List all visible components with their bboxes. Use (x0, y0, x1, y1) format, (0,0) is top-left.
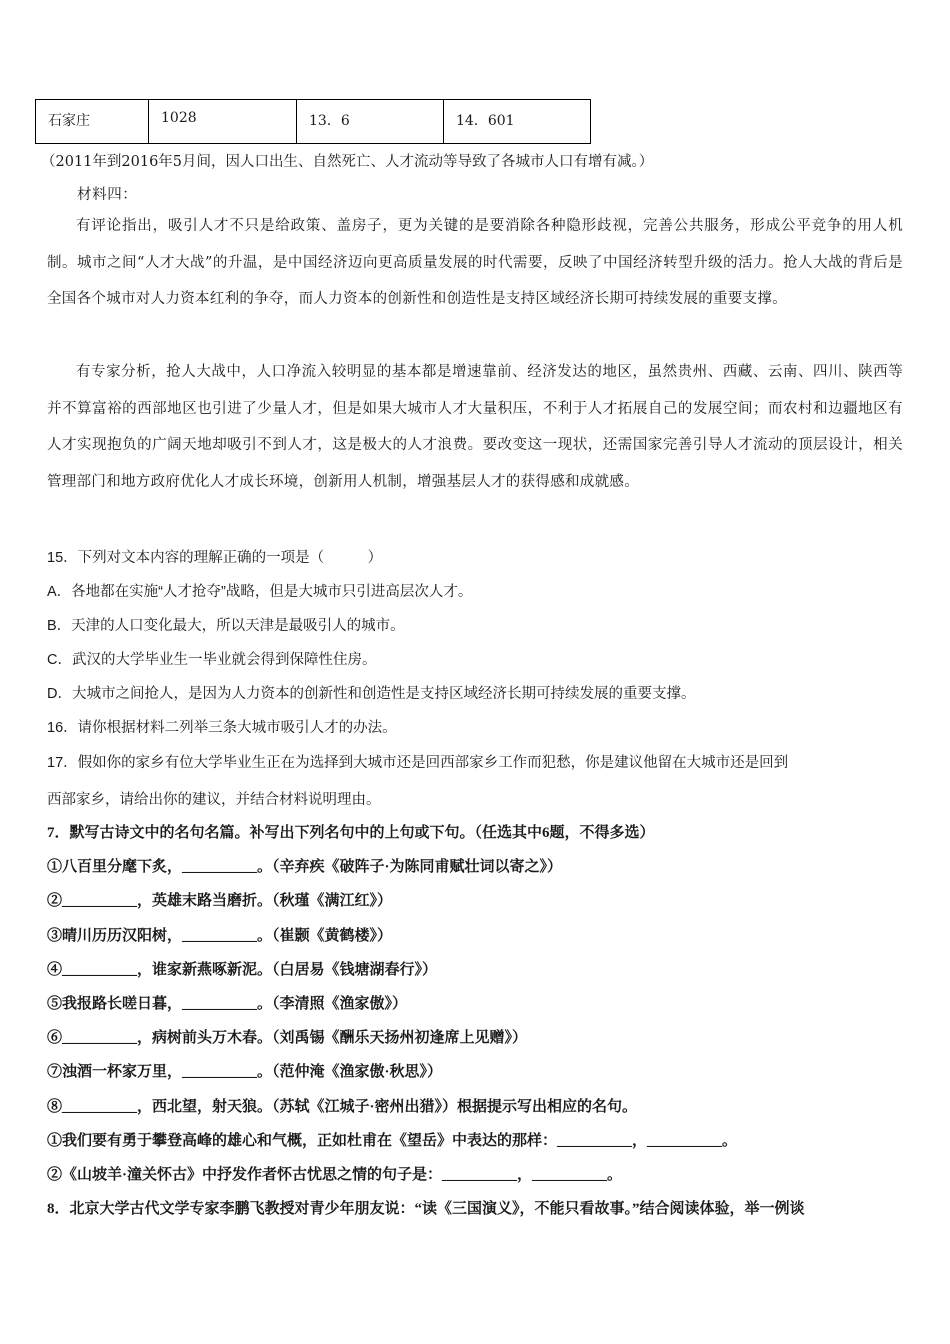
question-15-option-a: A．各地都在实施“人才抢夺”战略，但是大城市只引进高层次人才。 (47, 584, 473, 600)
material-paragraph: 有专家分析，抢人大战中，人口净流入较明显的基本都是增速靠前、经济发达的地区，虽然贵州、西藏、云南、四川、陕西等并不算富裕的西部地区也引进了少量人才，但是如果大城市人才大量积压，不利于人才拓展自己的发展空间；而农村和边疆地区有人才实现抱负的广阔天地却吸引不到人才，这是极大的人才浪费。要改变这一现状，还需国家完善引导人才流动的顶层设计，相关管理部门和地方政府优化人才成长环境，创新用人机制，增强基层人才的获得感和成就感。 (47, 364, 903, 490)
poem-blank-item: ②《山坡羊·潼关怀古》中抒发作者怀古忧思之情的句子是：__________，__________。 (47, 1167, 623, 1183)
material-heading: 材料四： (77, 187, 138, 203)
poem-blank-item: ⑧__________，西北望，射天狼。（苏轼《江城子·密州出猎》）根据提示写出相应的名句。 (47, 1099, 638, 1115)
table-cell-city: 石家庄 (36, 100, 149, 144)
poem-blank-item: ⑥__________，病树前头万木春。（刘禹锡《酬乐天扬州初逢席上见赠》） (47, 1030, 528, 1046)
table-row (36, 100, 591, 144)
table-cell-value: 14．601 (444, 100, 591, 144)
question-15-stem: 15．下列对文本内容的理解正确的一项是（ ） (47, 550, 383, 566)
material-paragraph: 有评论指出，吸引人才不只是给政策、盖房子，更为关键的是要消除各种隐形歧视，完善公共服务，形成公平竞争的用人机制。城市之间“人才大战”的升温，是中国经济迈向更高质量发展的时代需要，反映了中国经济转型升级的活力。抢人大战的背后是全国各个城市对人力资本红利的争夺，而人力资本的创新性和创造性是支持区域经济长期可持续发展的重要支撑。 (47, 218, 903, 307)
poem-blank-item: ②__________，英雄末路当磨折。（秋瑾《满江红》） (47, 893, 393, 909)
table-cell-value: 13．6 (297, 100, 444, 144)
poem-blank-item: ⑦浊酒一杯家万里，__________。（范仲淹《渔家傲·秋思》） (47, 1064, 443, 1080)
table-note: （2011年到2016年5月间，因人口出生、自然死亡、人才流动等导致了各城市人口有增有减。） (41, 154, 654, 170)
question-17-line: 17．假如你的家乡有位大学毕业生正在为选择到大城市还是回西部家乡工作而犯愁，你是建议他留在大城市还是回到 (47, 755, 789, 771)
question-7-stem: 7．默写古诗文中的名句名篇。补写出下列名句中的上句或下句。（任选其中6题，不得多选） (47, 825, 655, 841)
population-table (35, 99, 591, 144)
poem-blank-item: ①八百里分麾下炙，__________。（辛弃疾《破阵子·为陈同甫赋壮词以寄之》） (47, 859, 563, 875)
poem-blank-item: ④__________，谁家新燕啄新泥。（白居易《钱塘湖春行》） (47, 962, 438, 978)
poem-blank-item: ①我们要有勇于攀登高峰的雄心和气概，正如杜甫在《望岳》中表达的那样：__________，__________。 (47, 1133, 738, 1149)
table-cell-value: 1028 (149, 100, 297, 144)
poem-blank-item: ③晴川历历汉阳树，__________。（崔颢《黄鹤楼》） (47, 928, 393, 944)
question-8: 8．北京大学古代文学专家李鹏飞教授对青少年朋友说：“读《三国演义》，不能只看故事。”结合阅读体验，举一例谈 (47, 1201, 805, 1217)
question-16: 16．请你根据材料二列举三条大城市吸引人才的办法。 (47, 720, 397, 736)
question-15-option-c: C．武汉的大学毕业生一毕业就会得到保障性住房。 (47, 652, 377, 668)
poem-blank-item: ⑤我报路长嗟日暮，__________。（李清照《渔家傲》） (47, 996, 408, 1012)
question-15-option-b: B．天津的人口变化最大，所以天津是最吸引人的城市。 (47, 618, 405, 634)
question-17-line: 西部家乡，请给出你的建议，并结合材料说明理由。 (47, 792, 381, 808)
question-15-option-d: D．大城市之间抢人，是因为人力资本的创新性和创造性是支持区域经济长期可持续发展的重要支撑。 (47, 686, 696, 702)
